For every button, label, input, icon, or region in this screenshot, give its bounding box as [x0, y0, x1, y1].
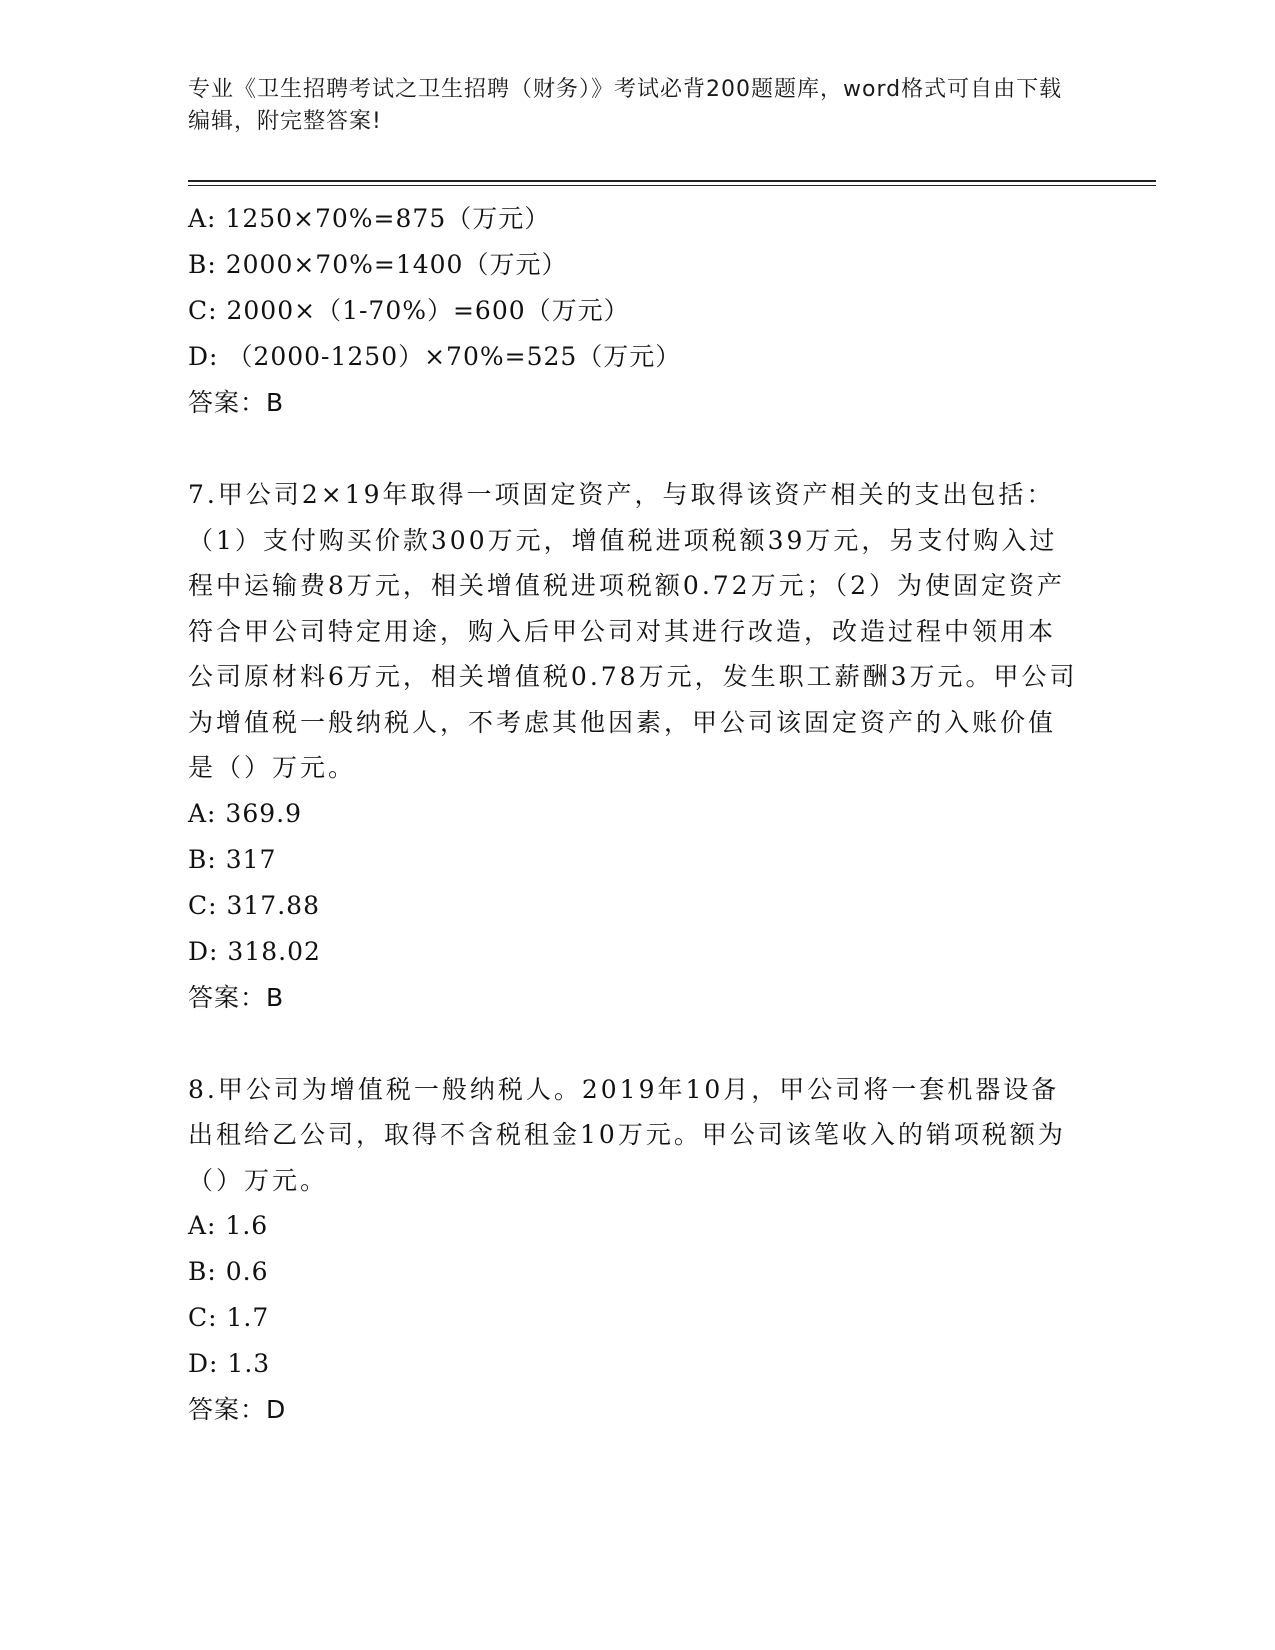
document-content [188, 196, 1088, 1433]
option-c: C: 317.88 [188, 890, 320, 920]
header-divider-thin [188, 185, 1156, 186]
option-d: D: （2000-1250）×70%=525（万元） [188, 342, 682, 371]
header-divider-thick [188, 180, 1156, 182]
option-a: A: 1250×70%=875（万元） [188, 204, 551, 233]
option-c: C: 2000×（1-70%）=600（万元） [188, 296, 630, 325]
answer-line: 答案：B [188, 388, 285, 417]
option-c: C: 1.7 [188, 1303, 270, 1332]
question-block-8 [188, 1067, 1088, 1434]
option-d: D: 318.02 [188, 936, 321, 966]
option-b: B: 0.6 [188, 1257, 269, 1286]
option-a: A: 369.9 [188, 798, 302, 828]
question-block-7 [188, 472, 1088, 1021]
question-block-previous [188, 196, 1088, 426]
option-b: B: 317 [188, 844, 277, 874]
answer-line: 答案：D [188, 1395, 287, 1424]
option-a: A: 1.6 [188, 1211, 269, 1240]
option-b: B: 2000×70%=1400（万元） [188, 250, 568, 279]
answer-line: 答案：B [188, 982, 285, 1012]
option-d: D: 1.3 [188, 1349, 271, 1378]
document-header: 专业《卫生招聘考试之卫生招聘（财务）》考试必背200题题库，word格式可自由下载编辑，附完整答案! [188, 77, 1063, 134]
question-text: 8.甲公司为增值税一般纳税人。2019年10月，甲公司将一套机器设备出租给乙公司，取得不含税租金10万元。甲公司该笔收入的销项税额为（）万元。 [188, 1074, 1066, 1195]
question-text: 7.甲公司2×19年取得一项固定资产，与取得该资产相关的支出包括：（1）支付购买价款300万元，增值税进项税额39万元，另支付购入过程中运输费8万元，相关增值税进项税额0.72万元；（2）为使固定资产符合甲公司特定用途，购入后甲公司对其进行改造，改造过程中领用本公司原材料6万元，相关增值税0.78万元，发生职工薪酬3万元。甲公司为增值税一般纳税人，不考虑其他因素，甲公司该固定资产的入账价值是（）万元。 [188, 480, 1078, 782]
